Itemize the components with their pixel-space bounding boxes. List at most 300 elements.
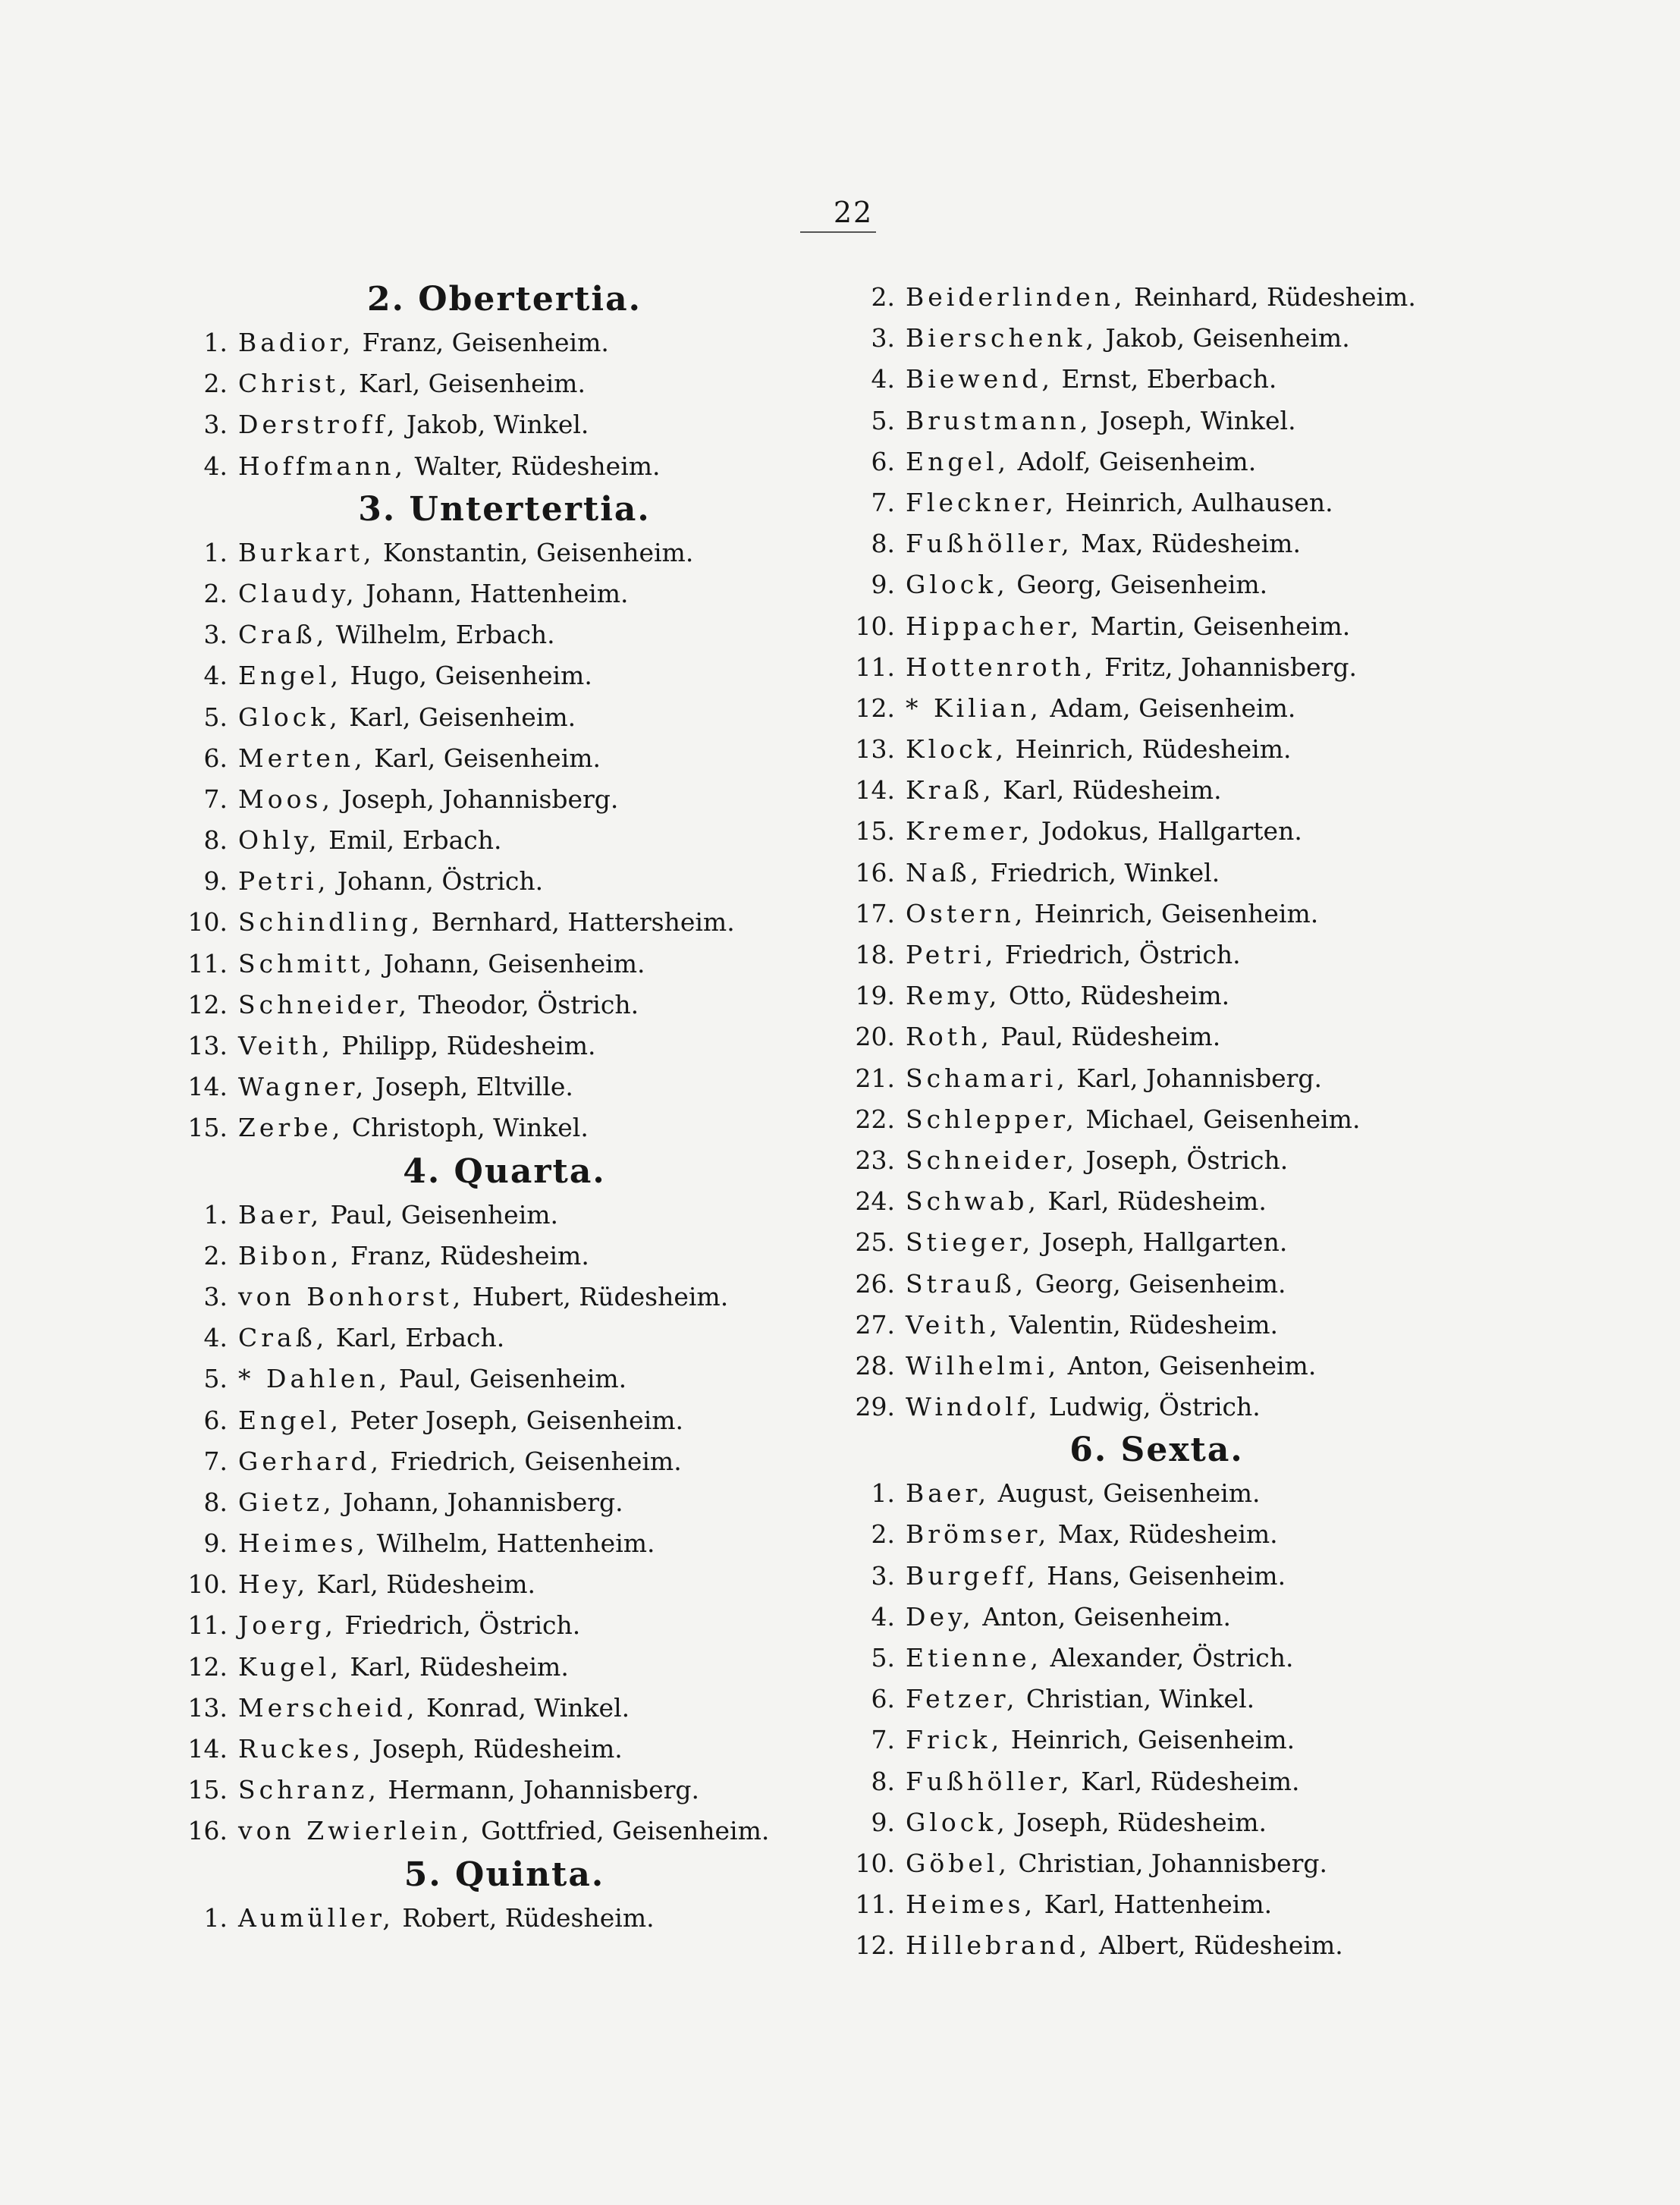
- student-surname: Remy,: [906, 981, 1001, 1011]
- entry-number: 6.: [871, 446, 895, 476]
- student-details: Gottfried, Geisenheim.: [473, 1816, 770, 1846]
- student-surname: Schlepper,: [906, 1104, 1078, 1134]
- student-details: Emil, Erbach.: [320, 825, 502, 856]
- student-entry: [842, 1514, 1471, 1555]
- student-entry: [842, 1264, 1471, 1305]
- student-entry: [174, 697, 834, 738]
- student-details: Hermann, Johannisberg.: [379, 1775, 700, 1805]
- student-details: Franz, Geisenheim.: [354, 328, 609, 357]
- student-details: Hubert, Rüdesheim.: [464, 1281, 729, 1311]
- entry-number: 13.: [187, 1031, 228, 1060]
- entry-number: 3.: [203, 410, 228, 440]
- student-entry: [174, 738, 834, 779]
- entry-number: 27.: [855, 1309, 895, 1340]
- student-entry: [174, 614, 834, 655]
- student-entry: [174, 446, 834, 487]
- student-entry: [174, 1729, 834, 1770]
- class-heading: 4. Quarta.: [403, 1151, 606, 1191]
- student-details: Konstantin, Geisenheim.: [375, 537, 694, 567]
- student-entry: [842, 729, 1471, 770]
- student-details: Theodor, Östrich.: [410, 989, 639, 1019]
- entry-number: 2.: [203, 578, 228, 608]
- student-entry: [174, 1605, 834, 1646]
- student-details: Otto, Rüdesheim.: [1000, 981, 1230, 1011]
- student-details: Paul, Geisenheim.: [391, 1364, 627, 1394]
- student-surname: Baer,: [238, 1199, 323, 1230]
- page-number: 22: [833, 196, 874, 229]
- student-entry: [842, 1884, 1471, 1925]
- student-details: Karl, Hattenheim.: [1036, 1889, 1273, 1920]
- entry-number: 4.: [871, 364, 895, 394]
- entry-number: 20.: [855, 1022, 895, 1052]
- student-details: Karl, Rüdesheim.: [994, 775, 1222, 806]
- student-details: Heinrich, Aulhausen.: [1057, 487, 1333, 517]
- student-details: Karl, Geisenheim.: [366, 743, 601, 773]
- student-surname: Schneider,: [906, 1145, 1078, 1175]
- student-details: Friedrich, Östrich.: [997, 940, 1241, 969]
- student-details: Joseph, Eltville.: [367, 1072, 573, 1102]
- student-details: Jakob, Winkel.: [398, 410, 589, 440]
- entry-number: 9.: [871, 1807, 895, 1837]
- student-surname: Fetzer,: [906, 1684, 1019, 1714]
- student-entry: [842, 934, 1471, 975]
- student-details: Georg, Geisenheim.: [1008, 570, 1268, 600]
- student-entry: [842, 1058, 1471, 1099]
- entry-number: 10.: [187, 1569, 228, 1600]
- entry-number: 15.: [187, 1113, 228, 1143]
- student-entry: [174, 944, 834, 985]
- entry-number: 14.: [187, 1072, 228, 1102]
- entry-number: 15.: [187, 1775, 228, 1805]
- student-entry: [842, 1346, 1471, 1387]
- student-details: Karl, Geisenheim.: [341, 702, 576, 732]
- student-details: Valentin, Rüdesheim.: [1000, 1309, 1279, 1340]
- entry-number: 16.: [187, 1816, 228, 1846]
- entry-number: 24.: [855, 1186, 895, 1217]
- student-surname: Schranz,: [238, 1775, 380, 1805]
- student-entry: [842, 1016, 1471, 1057]
- student-surname: Aumüller,: [238, 1902, 394, 1933]
- student-entry: [174, 1482, 834, 1523]
- student-surname: Heimes,: [238, 1528, 369, 1559]
- student-entry: [842, 1305, 1471, 1346]
- student-details: Konrad, Winkel.: [418, 1692, 630, 1723]
- student-details: Christoph, Winkel.: [344, 1113, 589, 1143]
- student-surname: Hoffmann,: [238, 451, 407, 481]
- student-details: Reinhard, Rüdesheim.: [1126, 282, 1416, 312]
- student-entry: [842, 523, 1471, 564]
- student-entry: [174, 1277, 834, 1318]
- student-entry: [174, 985, 834, 1026]
- student-surname: Brustmann,: [906, 405, 1092, 435]
- student-entry: [174, 1441, 834, 1482]
- entry-number: 8.: [203, 1487, 228, 1517]
- student-details: Johann, Östrich.: [329, 866, 544, 897]
- student-surname: Schmitt,: [238, 948, 376, 978]
- entry-number: 5.: [203, 702, 228, 732]
- student-details: Karl, Rüdesheim.: [309, 1569, 535, 1600]
- entry-number: 8.: [203, 825, 228, 856]
- student-entry: [174, 322, 834, 363]
- student-surname: Etienne,: [906, 1643, 1042, 1673]
- student-surname: Fleckner,: [906, 487, 1057, 517]
- entry-number: 10.: [855, 1848, 895, 1878]
- entry-number: 5.: [871, 1643, 895, 1673]
- student-surname: Derstroff,: [238, 410, 399, 440]
- student-surname: Veith,: [906, 1309, 1001, 1340]
- student-entry: [174, 573, 834, 614]
- student-details: Michael, Geisenheim.: [1077, 1104, 1361, 1134]
- student-details: Walter, Rüdesheim.: [407, 451, 661, 481]
- student-details: Wilhelm, Erbach.: [328, 620, 555, 650]
- student-surname: Engel,: [238, 1405, 343, 1435]
- student-surname: Petri,: [906, 940, 997, 969]
- student-surname: Glock,: [906, 570, 1009, 600]
- student-entry: [174, 1523, 834, 1564]
- student-details: Karl, Erbach.: [328, 1323, 505, 1353]
- entry-number: 3.: [871, 1560, 895, 1591]
- student-surname: Gerhard,: [238, 1446, 382, 1476]
- student-surname: Fußhöller,: [906, 529, 1073, 559]
- student-surname: Veith,: [238, 1031, 334, 1060]
- entry-number: 5.: [871, 405, 895, 435]
- student-details: Ludwig, Östrich.: [1041, 1392, 1261, 1422]
- student-surname: Bierschenk,: [906, 323, 1098, 353]
- student-entry: [842, 1473, 1471, 1514]
- entry-number: 7.: [203, 784, 228, 814]
- entry-number: 3.: [203, 620, 228, 650]
- entry-number: 2.: [203, 369, 228, 399]
- student-entry: [842, 811, 1471, 852]
- student-entry: [842, 441, 1471, 482]
- student-details: Joseph, Johannisberg.: [333, 784, 619, 814]
- student-entry: [842, 1925, 1471, 1966]
- class-heading: 6. Sexta.: [1069, 1431, 1244, 1470]
- student-entry: [174, 902, 834, 943]
- entry-number: 4.: [871, 1601, 895, 1632]
- student-surname: Kugel,: [238, 1651, 342, 1682]
- student-details: Joseph, Winkel.: [1091, 405, 1296, 435]
- student-details: Karl, Rüdesheim.: [1039, 1186, 1267, 1217]
- entry-number: 12.: [855, 1930, 895, 1961]
- student-details: Bernhard, Hattersheim.: [423, 907, 735, 938]
- student-surname: Christ,: [238, 369, 351, 399]
- entry-number: 14.: [855, 775, 895, 806]
- student-details: Fritz, Johannisberg.: [1096, 652, 1358, 682]
- student-entry: [842, 482, 1471, 523]
- entry-number: 2.: [871, 282, 895, 312]
- student-surname: Hillebrand,: [906, 1930, 1091, 1961]
- student-surname: Craß,: [238, 620, 328, 650]
- student-surname: * Kilian,: [906, 693, 1042, 723]
- student-entry: [174, 1026, 834, 1066]
- entry-number: 1.: [203, 328, 228, 357]
- student-surname: Strauß,: [906, 1268, 1028, 1299]
- student-details: Jodokus, Hallgarten.: [1033, 816, 1302, 847]
- entry-number: 12.: [855, 693, 895, 723]
- student-surname: Burkart,: [238, 537, 375, 567]
- student-surname: Petri,: [238, 866, 330, 897]
- student-surname: Naß,: [906, 857, 983, 887]
- student-surname: Ruckes,: [238, 1734, 365, 1764]
- entry-number: 2.: [203, 1240, 228, 1271]
- student-surname: Engel,: [906, 446, 1010, 476]
- student-details: Karl, Geisenheim.: [350, 369, 586, 399]
- student-entry: [842, 1843, 1471, 1884]
- entry-number: 12.: [187, 1651, 228, 1682]
- entry-number: 9.: [203, 1528, 228, 1559]
- entry-number: 19.: [855, 981, 895, 1011]
- entry-number: 5.: [203, 1364, 228, 1394]
- student-details: Max, Rüdesheim.: [1072, 529, 1301, 559]
- student-entry: [174, 1400, 834, 1441]
- student-surname: Beiderlinden,: [906, 282, 1126, 312]
- entry-number: 11.: [187, 1610, 228, 1641]
- student-entry: [842, 400, 1471, 441]
- entry-number: 10.: [187, 907, 228, 938]
- class-heading: 5. Quinta.: [404, 1855, 605, 1894]
- entry-number: 1.: [203, 537, 228, 567]
- student-details: Hugo, Geisenheim.: [342, 661, 592, 691]
- student-surname: Wilhelmi,: [906, 1350, 1060, 1380]
- student-surname: Schamari,: [906, 1063, 1069, 1093]
- entry-number: 6.: [203, 743, 228, 773]
- student-entry: [174, 404, 834, 445]
- student-entry: [174, 1898, 834, 1939]
- student-surname: Merten,: [238, 743, 366, 773]
- student-surname: Klock,: [906, 734, 1008, 765]
- class-heading: 3. Untertertia.: [358, 489, 651, 529]
- student-details: Paul, Geisenheim.: [322, 1199, 559, 1230]
- entry-number: 9.: [203, 866, 228, 897]
- student-surname: Wagner,: [238, 1072, 368, 1102]
- student-entry: [174, 820, 834, 861]
- student-entry: [842, 1802, 1471, 1843]
- student-entry: [842, 1556, 1471, 1597]
- entry-number: 29.: [855, 1392, 895, 1422]
- entry-number: 26.: [855, 1268, 895, 1299]
- entry-number: 13.: [855, 734, 895, 765]
- student-surname: Merscheid,: [238, 1692, 419, 1723]
- entry-number: 25.: [855, 1227, 895, 1258]
- student-details: Johann, Hattenheim.: [357, 578, 629, 608]
- student-entry: [842, 318, 1471, 359]
- student-surname: Engel,: [238, 661, 343, 691]
- entry-number: 11.: [855, 1889, 895, 1920]
- entry-number: 6.: [203, 1405, 228, 1435]
- student-surname: Hippacher,: [906, 611, 1083, 641]
- entry-number: 3.: [871, 323, 895, 353]
- entry-number: 7.: [871, 1725, 895, 1755]
- student-details: Martin, Geisenheim.: [1082, 611, 1351, 641]
- student-details: Robert, Rüdesheim.: [394, 1902, 655, 1933]
- student-surname: Baer,: [906, 1478, 991, 1509]
- student-details: Karl, Rüdesheim.: [1072, 1766, 1300, 1796]
- student-entry: [842, 1679, 1471, 1720]
- entry-number: 10.: [855, 611, 895, 641]
- student-entry: [842, 1761, 1471, 1802]
- student-surname: Schneider,: [238, 989, 410, 1019]
- student-entry: [174, 1318, 834, 1358]
- entry-number: 4.: [203, 1323, 228, 1353]
- entry-number: 9.: [871, 570, 895, 600]
- student-details: Heinrich, Rüdesheim.: [1007, 734, 1292, 765]
- entry-number: 8.: [871, 529, 895, 559]
- student-details: Johann, Johannisberg.: [334, 1487, 623, 1517]
- student-entry: [842, 1720, 1471, 1761]
- entry-number: 3.: [203, 1281, 228, 1311]
- student-entry: [174, 779, 834, 820]
- right-column: [842, 277, 1471, 1967]
- student-details: Paul, Rüdesheim.: [992, 1022, 1221, 1052]
- student-surname: * Dahlen,: [238, 1364, 391, 1394]
- student-entry: [842, 606, 1471, 647]
- student-details: Friedrich, Winkel.: [982, 857, 1220, 887]
- student-details: Karl, Johannisberg.: [1068, 1063, 1323, 1093]
- student-details: August, Geisenheim.: [990, 1478, 1261, 1509]
- left-column: [174, 277, 834, 1939]
- student-surname: Windolf,: [906, 1392, 1041, 1422]
- entry-number: 11.: [187, 948, 228, 978]
- student-surname: Brömser,: [906, 1519, 1050, 1550]
- entry-number: 1.: [203, 1902, 228, 1933]
- student-details: Heinrich, Geisenheim.: [1026, 898, 1319, 928]
- student-surname: Schwab,: [906, 1186, 1040, 1217]
- student-entry: [842, 277, 1471, 318]
- entry-number: 17.: [855, 898, 895, 928]
- student-entry: [842, 1099, 1471, 1140]
- student-details: Joseph, Rüdesheim.: [364, 1734, 623, 1764]
- student-entry: [842, 1597, 1471, 1638]
- entry-number: 14.: [187, 1734, 228, 1764]
- student-surname: Stieger,: [906, 1227, 1035, 1258]
- student-surname: Heimes,: [906, 1889, 1037, 1920]
- student-surname: Kraß,: [906, 775, 995, 806]
- student-entry: [174, 532, 834, 573]
- student-surname: von Bonhorst,: [238, 1281, 465, 1311]
- student-surname: Burgeff,: [906, 1560, 1039, 1591]
- entry-number: 16.: [855, 857, 895, 887]
- entry-number: 28.: [855, 1350, 895, 1380]
- student-entry: [174, 1688, 834, 1729]
- student-surname: Zerbe,: [238, 1113, 344, 1143]
- student-details: Max, Rüdesheim.: [1050, 1519, 1278, 1550]
- student-details: Philipp, Rüdesheim.: [333, 1031, 596, 1060]
- student-details: Heinrich, Geisenheim.: [1003, 1725, 1295, 1755]
- entry-number: 1.: [203, 1199, 228, 1230]
- student-details: Joseph, Rüdesheim.: [1008, 1807, 1267, 1837]
- student-entry: [174, 1236, 834, 1277]
- student-details: Wilhelm, Hattenheim.: [369, 1528, 655, 1559]
- entry-number: 4.: [203, 451, 228, 481]
- page-number-rule: [800, 231, 876, 233]
- entry-number: 11.: [855, 652, 895, 682]
- student-entry: [842, 359, 1471, 400]
- student-details: Christian, Winkel.: [1018, 1684, 1255, 1714]
- entry-number: 15.: [855, 816, 895, 847]
- student-entry: [842, 1181, 1471, 1222]
- student-details: Christian, Johannisberg.: [1010, 1848, 1327, 1878]
- entry-number: 22.: [855, 1104, 895, 1134]
- entry-number: 8.: [871, 1766, 895, 1796]
- student-details: Joseph, Hallgarten.: [1034, 1227, 1288, 1258]
- student-surname: Gietz,: [238, 1487, 335, 1517]
- student-entry: [842, 647, 1471, 688]
- student-details: Ernst, Eberbach.: [1053, 364, 1277, 394]
- student-details: Friedrich, Geisenheim.: [382, 1446, 682, 1476]
- student-details: Adam, Geisenheim.: [1041, 693, 1296, 723]
- student-entry: [174, 1647, 834, 1688]
- student-entry: [842, 894, 1471, 934]
- student-entry: [842, 688, 1471, 729]
- student-surname: Kremer,: [906, 816, 1034, 847]
- student-details: Johann, Geisenheim.: [375, 948, 645, 978]
- student-entry: [174, 1066, 834, 1107]
- entry-number: 13.: [187, 1692, 228, 1723]
- entry-number: 2.: [871, 1519, 895, 1550]
- student-entry: [174, 1811, 834, 1852]
- student-entry: [174, 1107, 834, 1148]
- student-entry: [174, 1195, 834, 1236]
- entry-number: 4.: [203, 661, 228, 691]
- student-details: Alexander, Östrich.: [1041, 1643, 1294, 1673]
- student-surname: Hey,: [238, 1569, 309, 1600]
- student-surname: Ostern,: [906, 898, 1027, 928]
- student-surname: Craß,: [238, 1323, 328, 1353]
- class-heading: 2. Obertertia.: [367, 280, 642, 319]
- student-entry: [174, 363, 834, 404]
- entry-number: 18.: [855, 940, 895, 969]
- student-details: Jakob, Geisenheim.: [1097, 323, 1350, 353]
- student-details: Franz, Rüdesheim.: [342, 1240, 589, 1271]
- entry-number: 21.: [855, 1063, 895, 1093]
- student-entry: [174, 861, 834, 902]
- student-surname: Moos,: [238, 784, 334, 814]
- entry-number: 12.: [187, 989, 228, 1019]
- student-entry: [174, 1770, 834, 1811]
- entry-number: 7.: [203, 1446, 228, 1476]
- student-details: Karl, Rüdesheim.: [341, 1651, 569, 1682]
- student-surname: Frick,: [906, 1725, 1003, 1755]
- student-entry: [842, 564, 1471, 605]
- student-entry: [842, 975, 1471, 1016]
- entry-number: 6.: [871, 1684, 895, 1714]
- student-surname: Badior,: [238, 328, 355, 357]
- student-entry: [174, 1564, 834, 1605]
- entry-number: 23.: [855, 1145, 895, 1175]
- student-surname: Biewend,: [906, 364, 1054, 394]
- student-entry: [842, 770, 1471, 811]
- student-surname: Dey,: [906, 1601, 975, 1632]
- student-surname: Ohly,: [238, 825, 321, 856]
- student-details: Joseph, Östrich.: [1077, 1145, 1289, 1175]
- student-details: Anton, Geisenheim.: [974, 1601, 1231, 1632]
- student-surname: Hottenroth,: [906, 652, 1097, 682]
- student-surname: Fußhöller,: [906, 1766, 1073, 1796]
- student-surname: Glock,: [906, 1807, 1009, 1837]
- student-entry: [842, 1638, 1471, 1679]
- student-entry: [174, 655, 834, 696]
- student-details: Albert, Rüdesheim.: [1091, 1930, 1343, 1961]
- entry-number: 7.: [871, 487, 895, 517]
- student-details: Anton, Geisenheim.: [1060, 1350, 1317, 1380]
- student-details: Adolf, Geisenheim.: [1010, 446, 1257, 476]
- student-details: Peter Joseph, Geisenheim.: [342, 1405, 684, 1435]
- student-surname: Bibon,: [238, 1240, 343, 1271]
- student-entry: [842, 1140, 1471, 1181]
- student-entry: [842, 1222, 1471, 1263]
- student-surname: Schindling,: [238, 907, 424, 938]
